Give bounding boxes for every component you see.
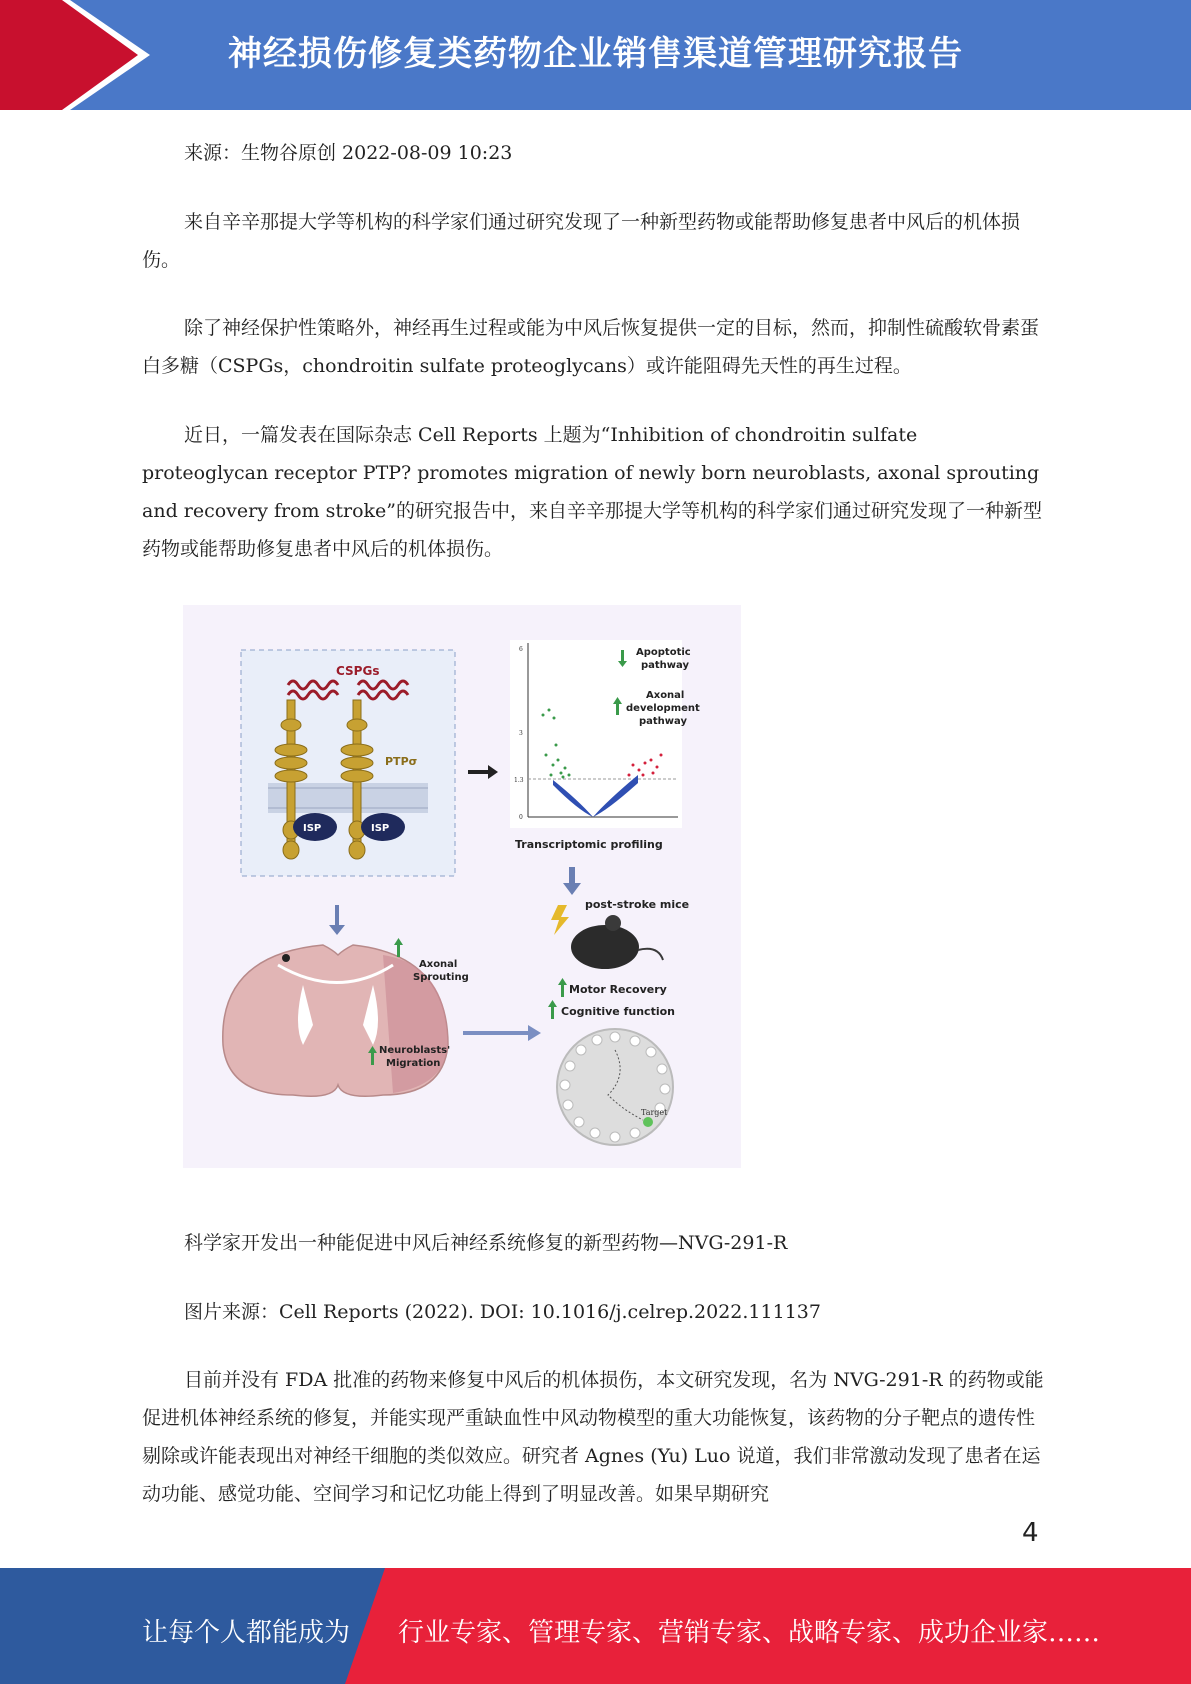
transcriptomic-label: Transcriptomic profiling bbox=[515, 838, 663, 851]
arrow-up-sprouting-icon bbox=[394, 938, 403, 957]
neuron-icon bbox=[282, 954, 290, 962]
footer-banner bbox=[0, 1568, 1191, 1684]
mouse-ear bbox=[605, 915, 621, 931]
maze-target-hole bbox=[643, 1117, 653, 1127]
mouse-icon bbox=[571, 925, 639, 969]
figure-caption: 科学家开发出一种能促进中风后神经系统修复的新型药物—NVG-291-R bbox=[184, 1232, 788, 1254]
graphical-abstract-svg bbox=[183, 605, 741, 1168]
target-label: Target bbox=[641, 1108, 668, 1117]
motor-recovery-label: Motor Recovery bbox=[569, 983, 667, 996]
apoptotic-label-1: Apoptotic bbox=[636, 647, 691, 658]
ytick-1-3: 1.3 bbox=[514, 777, 524, 784]
ptp-label: PTPσ bbox=[385, 755, 418, 768]
arrow-down-icon-2 bbox=[329, 905, 345, 935]
paragraph-2: 除了神经保护性策略外，神经再生过程或能为中风后恢复提供一定的目标，然而，抑制性硫酸软骨素蛋白多糖（CSPGs，chondroitin sulfate proteoglycans）或许能阻碍先天性的再生过程。 bbox=[142, 317, 1040, 377]
axonal-sprouting-label-2: Sprouting bbox=[413, 972, 469, 983]
chevron-arrow-icon bbox=[0, 0, 160, 110]
arrow-down-icon bbox=[563, 867, 581, 895]
arrow-right-icon bbox=[468, 765, 498, 779]
report-title: 神经损伤修复类药物企业销售渠道管理研究报告 bbox=[228, 34, 963, 74]
footer-slogan-left: 让每个人都能成为 bbox=[142, 1618, 351, 1648]
header-banner bbox=[0, 0, 1191, 110]
ytick-6: 6 bbox=[519, 646, 523, 653]
axonal-dev-label-3: pathway bbox=[639, 716, 688, 727]
arrow-up-cognitive-icon bbox=[548, 1000, 557, 1019]
paragraph-4: 目前并没有 FDA 批准的药物来修复中风后的机体损伤，本文研究发现，名为 NVG-291-R 的药物或能促进机体神经系统的修复，并能实现严重缺血性中风动物模型的重大功能恢复，该药物的分子靶点的遗传性剔除或许能表现出对神经干细胞的类似效应。研究者 Agnes (Yu) Luo 说道，我们非常激动发现了患者在运动功能、感觉功能、空间学习和记忆功能上得到了明显改善。如果早期研究 bbox=[142, 1369, 1044, 1505]
ytick-0: 0 bbox=[519, 814, 523, 821]
arrow-up-motor-icon bbox=[558, 978, 567, 997]
cspgs-label: CSPGs bbox=[336, 664, 380, 678]
neuroblasts-label-2: Migration bbox=[386, 1058, 441, 1069]
post-stroke-label: post-stroke mice bbox=[585, 898, 690, 911]
paragraph-3: 近日，一篇发表在国际杂志 Cell Reports 上题为“Inhibition of chondroitin sulfate proteoglycan receptor PTP? promotes migration of newly born neuroblasts, axonal sprouting and recovery from stroke”的研究报告中，来自辛辛那提大学等机构的科学家们通过研究发现了一种新型药物或能帮助修复患者中风后的机体损伤。 bbox=[142, 424, 1042, 560]
neuroblasts-label-1: Neuroblasts' bbox=[379, 1045, 451, 1056]
mouse-tail bbox=[638, 949, 663, 960]
axonal-sprouting-label-1: Axonal bbox=[419, 959, 458, 970]
footer-slogan-right: 行业专家、管理专家、营销专家、战略专家、成功企业家…… bbox=[398, 1618, 1101, 1648]
arrow-right-outcome-icon bbox=[463, 1025, 541, 1041]
axonal-dev-label-1: Axonal bbox=[646, 690, 685, 701]
apoptotic-label-2: pathway bbox=[641, 660, 690, 671]
barnes-maze-icon bbox=[557, 1029, 673, 1145]
image-credit: 图片来源：Cell Reports (2022). DOI: 10.1016/j.celrep.2022.111137 bbox=[184, 1301, 821, 1323]
paragraph-1: 来自辛辛那提大学等机构的科学家们通过研究发现了一种新型药物或能帮助修复患者中风后的机体损伤。 bbox=[142, 211, 1021, 271]
graphical-abstract-figure bbox=[183, 605, 741, 1168]
isp-label-1: ISP bbox=[303, 823, 322, 834]
axonal-dev-label-2: development bbox=[626, 703, 700, 714]
article-source: 来源：生物谷原创 2022-08-09 10:23 bbox=[184, 142, 513, 164]
isp-label-2: ISP bbox=[371, 823, 390, 834]
ytick-3: 3 bbox=[519, 730, 523, 737]
lightning-icon bbox=[551, 905, 569, 935]
cognitive-label: Cognitive function bbox=[561, 1005, 675, 1018]
page-number: 4 bbox=[1022, 1518, 1039, 1548]
